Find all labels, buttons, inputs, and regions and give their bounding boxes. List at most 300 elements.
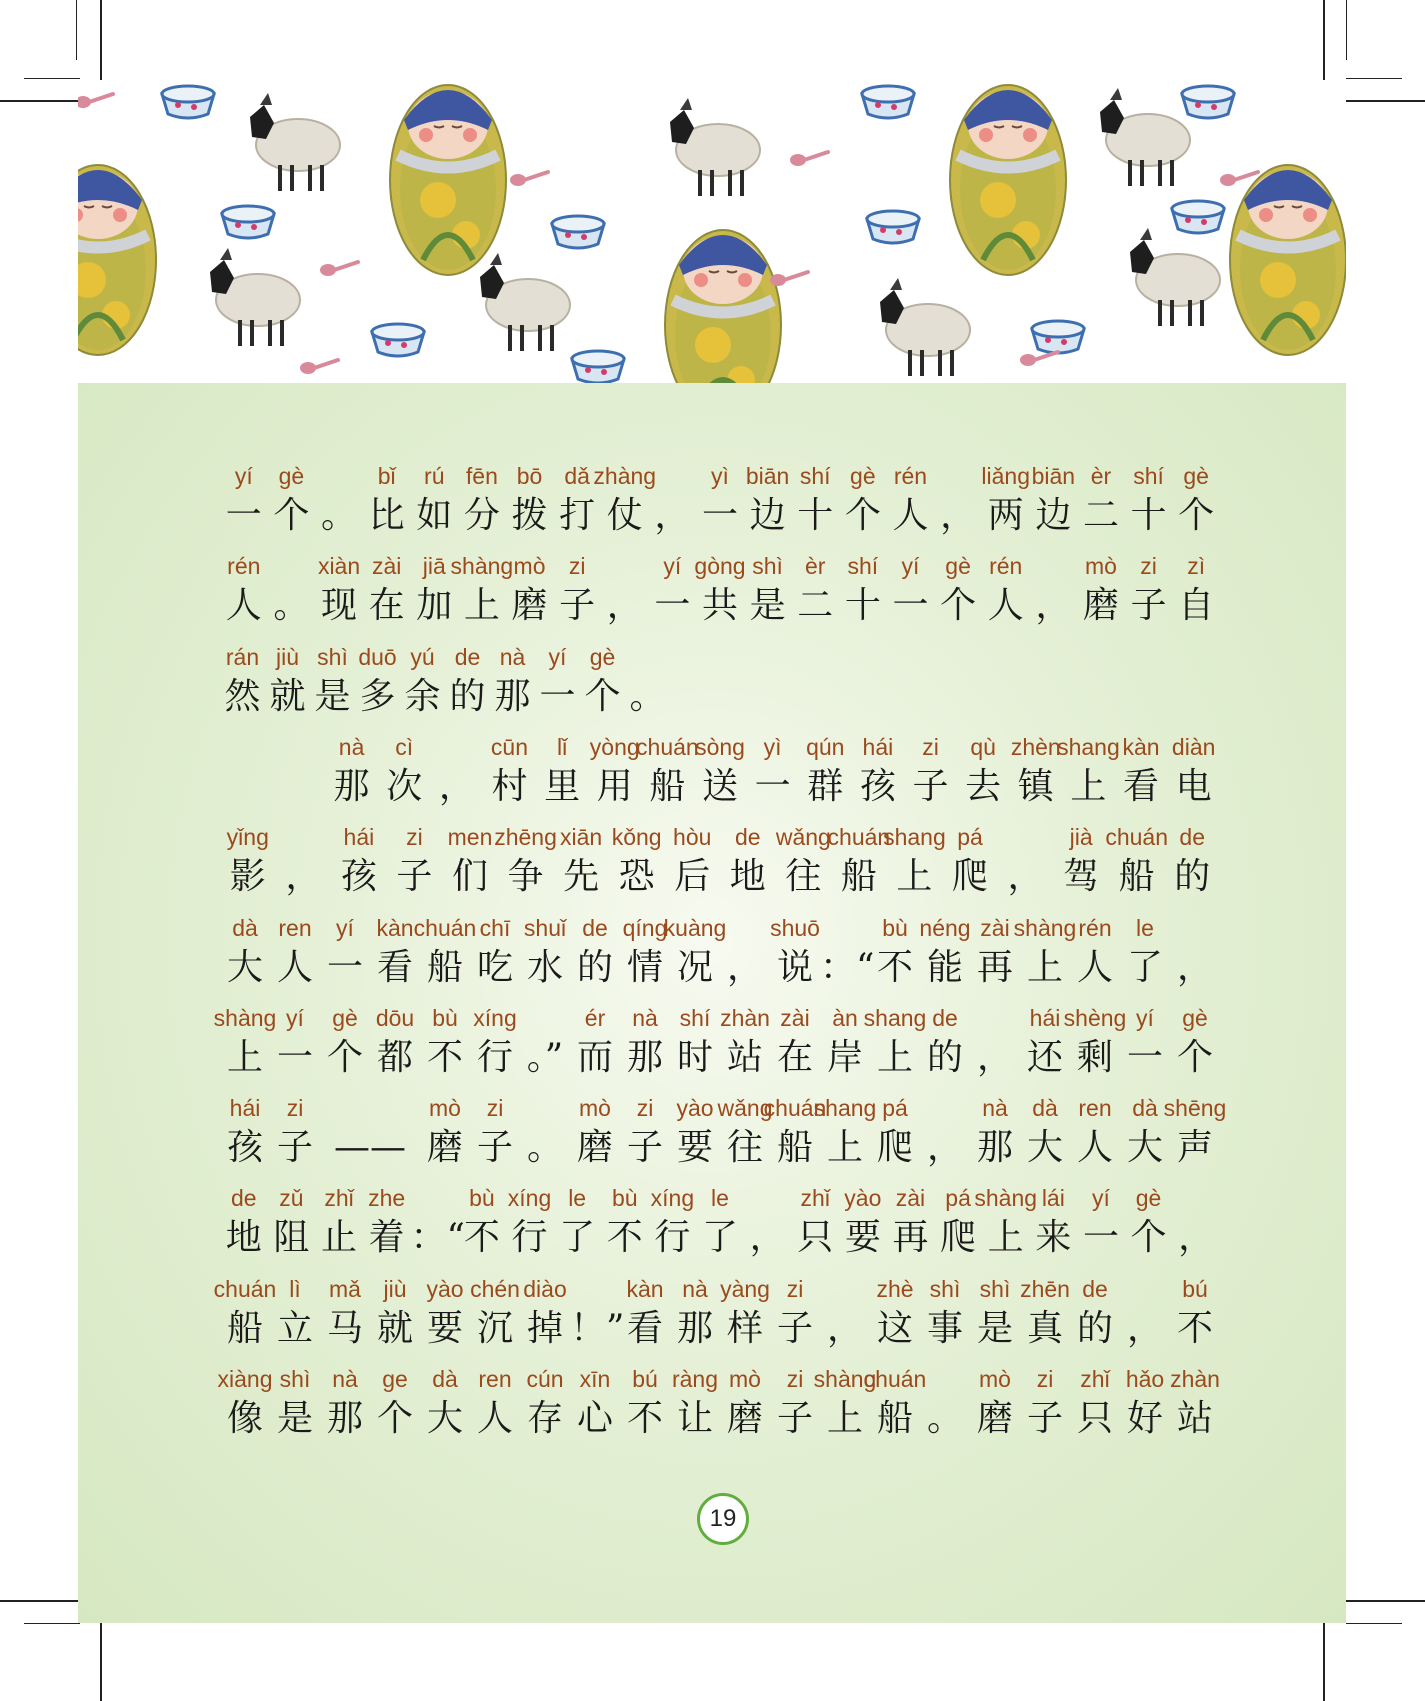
sheep-icon: [1130, 228, 1220, 326]
hanzi-char: ，: [1178, 1217, 1215, 1259]
hanzi-char: 不: [606, 1217, 643, 1259]
hanzi-char: 要: [426, 1307, 463, 1349]
hanzi-char: 子: [1130, 585, 1167, 627]
hanzi-char: 人: [476, 1398, 513, 1439]
hanzi-char: 看: [626, 1307, 663, 1349]
hanzi-char: 船: [226, 1307, 263, 1349]
hanzi-char: 是: [314, 675, 351, 717]
pinyin-syllable: gè: [945, 553, 971, 580]
hanzi-char: 不: [876, 946, 913, 988]
pinyin-syllable: hái: [1029, 1004, 1061, 1031]
pinyin-syllable: yí: [1136, 1004, 1154, 1031]
pinyin-syllable: dōu: [375, 1004, 415, 1031]
pinyin-syllable: le: [568, 1185, 587, 1212]
hanzi-char: 十: [844, 585, 881, 627]
pinyin-syllable: cún: [526, 1366, 564, 1392]
hanzi-char: 爬: [940, 1217, 977, 1259]
bowl-icon: [867, 211, 919, 243]
hanzi-char: 了: [1126, 946, 1163, 988]
pinyin-syllable: lì: [289, 1275, 301, 1302]
pinyin-syllable: xiān: [560, 824, 603, 851]
hanzi-char: 去: [965, 765, 1002, 807]
hanzi-row: [220, 943, 1220, 993]
hanzi-char: 不: [1176, 1307, 1213, 1349]
pinyin-syllable: chuán: [1105, 824, 1168, 851]
pinyin-syllable: biān: [745, 463, 790, 489]
pinyin-syllable: shí: [799, 463, 831, 489]
pinyin-row: [217, 1366, 1220, 1396]
hanzi-row: [220, 672, 1220, 722]
hanzi-row: [220, 762, 1220, 812]
hanzi-char: ，: [438, 765, 475, 807]
pinyin-syllable: shàng: [450, 553, 514, 580]
hanzi-char: 个: [273, 495, 310, 536]
pinyin-syllable: shuǐ: [523, 914, 567, 941]
hanzi-char: ，: [940, 495, 977, 536]
pinyin-row: [220, 1095, 1227, 1125]
hanzi-char: 现: [321, 585, 358, 627]
hanzi-char: 样: [726, 1307, 763, 1349]
pinyin-syllable: rén: [989, 553, 1023, 580]
bowl-icon: [1182, 86, 1234, 118]
text-line: [220, 1185, 1220, 1275]
pinyin-syllable: xīn: [579, 1366, 611, 1392]
hanzi-char: ：“: [820, 946, 875, 988]
hanzi-row: [220, 1213, 1220, 1263]
hanzi-char: 一: [654, 585, 691, 627]
pinyin-syllable: mò: [979, 1366, 1011, 1392]
pinyin-syllable: pá: [957, 824, 983, 851]
pinyin-syllable: hǎo: [1125, 1366, 1165, 1392]
pinyin-syllable: yì: [711, 463, 729, 489]
hanzi-char: ，: [285, 856, 322, 898]
pinyin-syllable: mò: [579, 1095, 611, 1122]
hanzi-char: 子: [476, 1127, 513, 1169]
crop-mark: [1346, 100, 1425, 102]
hanzi-char: 共: [701, 585, 738, 627]
pinyin-syllable: yào: [676, 1095, 714, 1122]
hanzi-char: 二: [797, 585, 834, 627]
pinyin-syllable: mò: [513, 553, 546, 580]
pinyin-syllable: xíng: [473, 1004, 517, 1031]
hanzi-char: 子: [776, 1307, 813, 1349]
hanzi-char: 立: [276, 1307, 313, 1349]
sheep-icon: [670, 98, 760, 196]
hanzi-char: ，: [1007, 856, 1044, 898]
pinyin-syllable: de: [734, 824, 761, 851]
hanzi-char: 分: [463, 495, 500, 536]
bowl-icon: [162, 86, 214, 118]
text-line: [213, 1275, 1220, 1366]
hanzi-char: 。: [926, 1398, 963, 1439]
hanzi-char: 影: [229, 856, 266, 898]
hanzi-char: 仗: [606, 495, 643, 536]
spoon-icon: [510, 172, 548, 186]
pinyin-syllable: zài: [980, 914, 1010, 941]
pinyin-syllable: mò: [729, 1366, 761, 1392]
sheep-icon: [1100, 88, 1190, 186]
pinyin-syllable: le: [1136, 914, 1154, 941]
pinyin-syllable: shí: [847, 553, 879, 580]
swaddled-baby-icon: [665, 230, 781, 383]
pinyin-syllable: zi: [636, 1095, 654, 1122]
hanzi-char: 行: [476, 1036, 513, 1078]
pinyin-syllable: rén: [1078, 914, 1112, 941]
pinyin-syllable: shang: [813, 1095, 877, 1122]
crop-mark: [1346, 78, 1402, 79]
pinyin-syllable: yào: [844, 1185, 882, 1212]
hanzi-char: 孩: [226, 1127, 263, 1169]
hanzi-char: 声: [1176, 1127, 1213, 1169]
pinyin-syllable: ren: [1078, 1095, 1112, 1122]
pinyin-syllable: kàn: [626, 1275, 664, 1302]
hanzi-char: 一: [326, 946, 363, 988]
hanzi-char: ，: [826, 1307, 863, 1349]
hanzi-char: 爬: [951, 856, 988, 898]
pinyin-syllable: chī: [479, 914, 511, 941]
hanzi-char: 边: [1035, 495, 1072, 536]
pinyin-syllable: biān: [1031, 463, 1076, 489]
pinyin-syllable: shì: [752, 553, 783, 580]
pinyin-syllable: zi: [568, 553, 586, 580]
bowl-icon: [572, 351, 624, 383]
pinyin-syllable: shàng: [213, 1004, 277, 1031]
hanzi-char: 不: [426, 1036, 463, 1078]
pinyin-syllable: shí: [1133, 463, 1164, 489]
text-line: [213, 1004, 1220, 1095]
hanzi-char: 子: [626, 1127, 663, 1169]
pinyin-syllable: yǐng: [226, 824, 269, 851]
pinyin-syllable: chuán: [827, 824, 891, 851]
pinyin-syllable: qún: [806, 733, 845, 760]
hanzi-char: ！”: [570, 1307, 625, 1349]
bowl-icon: [222, 206, 274, 238]
pinyin-syllable: yí: [286, 1004, 304, 1031]
pinyin-row: [220, 463, 1220, 493]
hanzi-char: ，: [654, 495, 691, 536]
hanzi-char: 那: [494, 675, 531, 717]
hanzi-char: 一: [225, 495, 262, 536]
hanzi-char: 里: [544, 765, 581, 807]
spoon-icon: [300, 360, 338, 374]
pinyin-syllable: hái: [862, 733, 894, 760]
pinyin-syllable: shàng: [974, 1185, 1038, 1212]
hanzi-char: 磨: [426, 1127, 463, 1169]
bowl-icon: [1172, 201, 1224, 233]
pinyin-syllable: zi: [786, 1275, 804, 1302]
spoon-icon: [320, 262, 358, 276]
hanzi-char: 来: [1035, 1217, 1072, 1259]
pinyin-syllable: yàng: [720, 1275, 770, 1302]
hanzi-char: 恐: [618, 856, 655, 898]
pinyin-syllable: zi: [922, 733, 939, 760]
hanzi-char: 了: [701, 1217, 738, 1259]
hanzi-char: 的: [1174, 856, 1211, 898]
hanzi-char: 要: [844, 1217, 881, 1259]
pinyin-syllable: fēn: [465, 463, 498, 489]
hanzi-char: 。: [273, 585, 310, 627]
pinyin-syllable: bú: [1182, 1275, 1208, 1302]
sheep-icon: [210, 248, 300, 346]
pinyin-syllable: bǐ: [377, 463, 396, 489]
pinyin-syllable: yí: [1091, 1185, 1110, 1212]
spoon-icon: [1020, 352, 1058, 366]
pinyin-syllable: èr: [805, 553, 826, 580]
hanzi-char: 大: [1126, 1127, 1163, 1169]
pinyin-syllable: sòng: [695, 733, 745, 760]
pinyin-syllable: yí: [901, 553, 920, 580]
hanzi-char: 个: [1130, 1217, 1167, 1259]
pinyin-syllable: yòng: [589, 733, 640, 760]
hanzi-char: ，: [976, 1036, 1013, 1078]
pinyin-syllable: nà: [338, 733, 365, 760]
text-line: [220, 644, 1220, 734]
hanzi-char: 人: [1076, 946, 1113, 988]
hanzi-char: 上: [1026, 946, 1063, 988]
hanzi-char: 时: [676, 1036, 713, 1078]
pinyin-syllable: zhǐ: [324, 1185, 354, 1212]
pinyin-syllable: rén: [893, 463, 928, 489]
pinyin-syllable: xiàng: [217, 1366, 273, 1392]
hanzi-char: 是: [976, 1307, 1013, 1349]
hanzi-char: 边: [749, 495, 786, 536]
hanzi-char: 人: [987, 585, 1024, 627]
hanzi-char: 个: [326, 1036, 363, 1078]
hanzi-row: [220, 1394, 1220, 1444]
hanzi-char: 情: [626, 946, 663, 988]
crop-mark: [100, 0, 102, 80]
hanzi-char: 子: [912, 765, 949, 807]
hanzi-char: 船: [1118, 856, 1155, 898]
pinyin-syllable: zi: [1140, 553, 1157, 580]
pinyin-syllable: bù: [882, 914, 908, 941]
pinyin-syllable: xíng: [507, 1185, 552, 1212]
pinyin-row: [213, 1004, 1220, 1035]
pinyin-syllable: zài: [780, 1004, 810, 1031]
pinyin-row: [220, 644, 1220, 674]
hanzi-char: 次: [386, 765, 423, 807]
text-line: [220, 1095, 1227, 1185]
pinyin-syllable: zi: [406, 824, 423, 851]
hanzi-char: 争: [507, 856, 544, 898]
hanzi-char: 不: [626, 1398, 663, 1439]
hanzi-char: 。: [526, 1127, 563, 1169]
hanzi-char: 上: [987, 1217, 1024, 1259]
pinyin-syllable: shèng: [1063, 1004, 1127, 1031]
pinyin-syllable: zi: [486, 1095, 504, 1122]
pinyin-syllable: dà: [1132, 1095, 1158, 1122]
pinyin-row: [220, 824, 1220, 854]
hanzi-char: 人: [1076, 1127, 1113, 1169]
pinyin-syllable: pá: [945, 1185, 971, 1212]
swaddled-baby-icon: [78, 165, 156, 355]
hanzi-char: 再: [976, 946, 1013, 988]
pinyin-syllable: zi: [786, 1366, 804, 1392]
hanzi-char: 说: [776, 946, 813, 988]
pinyin-syllable: kàn: [1122, 733, 1160, 760]
pinyin-syllable: nà: [682, 1275, 708, 1302]
pinyin-syllable: shì: [979, 1275, 1011, 1302]
hanzi-row: [220, 852, 1220, 902]
hanzi-char: 上: [226, 1036, 263, 1078]
pinyin-syllable: jiù: [275, 643, 300, 670]
swaddled-baby-icon: [390, 85, 506, 275]
hanzi-char: 个: [1178, 495, 1215, 536]
hanzi-char: 那: [626, 1036, 663, 1078]
pinyin-syllable: shàng: [1013, 914, 1077, 941]
pinyin-row: [213, 1275, 1220, 1306]
swaddled-baby-icon: [1230, 165, 1346, 355]
hanzi-char: 一: [701, 495, 738, 536]
pinyin-syllable: mò: [1084, 553, 1117, 580]
hanzi-char: 一: [276, 1036, 313, 1078]
hanzi-char: 十: [1130, 495, 1167, 536]
pinyin-syllable: rú: [424, 463, 445, 489]
pinyin-syllable: de: [1179, 824, 1206, 851]
pinyin-syllable: hòu: [673, 824, 712, 851]
hanzi-char: 的: [1076, 1307, 1113, 1349]
hanzi-char: 上: [896, 856, 933, 898]
bowl-icon: [1032, 321, 1084, 353]
hanzi-char: ，: [1126, 1307, 1163, 1349]
hanzi-char: 孩: [340, 856, 377, 898]
pinyin-syllable: shì: [929, 1275, 961, 1302]
hanzi-char: 行: [654, 1217, 691, 1259]
pinyin-syllable: jiù: [383, 1275, 407, 1302]
pinyin-syllable: shang: [1057, 733, 1120, 760]
text-line: [220, 824, 1220, 914]
pinyin-syllable: chuán: [763, 1095, 827, 1122]
hanzi-char: 真: [1026, 1307, 1063, 1349]
hanzi-char: 磨: [511, 585, 548, 627]
hanzi-char: 一: [754, 765, 791, 807]
pinyin-syllable: hái: [343, 824, 375, 851]
pinyin-syllable: ren: [278, 914, 312, 941]
crop-mark: [1323, 0, 1325, 80]
pinyin-syllable: yí: [234, 463, 253, 489]
text-line: [220, 463, 1220, 553]
pinyin-syllable: èr: [1090, 463, 1112, 489]
hanzi-char: 大: [226, 946, 263, 988]
hanzi-char: 打: [559, 495, 596, 536]
hanzi-char: 个: [1176, 1036, 1213, 1078]
hanzi-char: 磨: [976, 1398, 1013, 1439]
pinyin-syllable: yào: [426, 1275, 464, 1302]
hanzi-char: 这: [876, 1307, 913, 1349]
hanzi-char: 看: [1123, 765, 1160, 807]
hanzi-char: 个: [584, 675, 621, 717]
pinyin-syllable: cūn: [490, 733, 529, 760]
pinyin-syllable: mò: [429, 1095, 461, 1122]
crop-mark: [24, 1623, 80, 1624]
hanzi-char: 后: [674, 856, 711, 898]
crop-mark: [0, 100, 80, 102]
pinyin-syllable: yú: [410, 643, 435, 670]
pinyin-syllable: rán: [225, 643, 260, 670]
hanzi-char: 用: [596, 765, 633, 807]
pinyin-syllable: zhàn: [1170, 1366, 1220, 1392]
swaddled-baby-icon: [950, 85, 1066, 275]
hanzi-char: 一: [1126, 1036, 1163, 1078]
pinyin-syllable: chuán: [636, 733, 699, 760]
page-number: 19: [697, 1493, 749, 1545]
hanzi-char: 都: [376, 1036, 413, 1078]
hanzi-char: 是: [276, 1398, 313, 1439]
pinyin-syllable: yì: [763, 733, 782, 760]
hanzi-char: 那: [333, 765, 370, 807]
hanzi-char: 船: [840, 856, 877, 898]
hanzi-char: 船: [876, 1398, 913, 1439]
crop-mark: [1346, 1600, 1425, 1602]
pinyin-syllable: diàn: [1171, 733, 1216, 760]
hanzi-char: 余: [404, 675, 441, 717]
pinyin-syllable: men: [447, 824, 493, 851]
pinyin-syllable: bù: [611, 1185, 638, 1212]
pinyin-syllable: gè: [1182, 1004, 1208, 1031]
hanzi-char: 着: [368, 1217, 405, 1259]
hanzi-char: 的: [449, 675, 486, 717]
hanzi-char: 阻: [273, 1217, 310, 1259]
hanzi-char: 水: [526, 946, 563, 988]
pinyin-syllable: ge: [382, 1366, 408, 1392]
pinyin-syllable: de: [582, 914, 608, 941]
pinyin-syllable: yí: [336, 914, 354, 941]
hanzi-char: 往: [785, 856, 822, 898]
sheep-icon: [480, 253, 570, 351]
pinyin-syllable: wǎng: [717, 1095, 773, 1122]
pinyin-syllable: zhǐ: [800, 1185, 830, 1212]
hanzi-char: 子: [559, 585, 596, 627]
pinyin-row: [220, 553, 1220, 583]
pinyin-syllable: yí: [548, 643, 567, 670]
pinyin-syllable: zhàng: [593, 463, 657, 489]
hanzi-char: 们: [451, 856, 488, 898]
hanzi-char: 看: [376, 946, 413, 988]
hanzi-char: 孩: [859, 765, 896, 807]
hanzi-row: [220, 1033, 1220, 1083]
pinyin-syllable: jià: [1069, 824, 1093, 851]
hanzi-char: 加: [416, 585, 453, 627]
pinyin-syllable: zhàn: [720, 1004, 770, 1031]
pinyin-syllable: shì: [279, 1366, 311, 1392]
pinyin-syllable: bō: [516, 463, 543, 489]
hanzi-char: 上: [826, 1398, 863, 1439]
pinyin-syllable: bù: [469, 1185, 495, 1212]
hanzi-char: 吃: [476, 946, 513, 988]
hanzi-char: ，: [606, 585, 643, 627]
hanzi-char: 那: [326, 1398, 363, 1439]
spoon-icon: [790, 152, 828, 166]
pinyin-syllable: gè: [278, 463, 305, 489]
pinyin-syllable: qíng: [622, 914, 668, 941]
hanzi-char: 两: [987, 495, 1024, 536]
pinyin-syllable: shì: [317, 643, 348, 670]
hanzi-char: 大: [1026, 1127, 1063, 1169]
hanzi-char: ，: [1176, 946, 1213, 988]
pinyin-syllable: gè: [1135, 1185, 1162, 1212]
hanzi-char: 二: [1082, 495, 1119, 536]
hanzi-char: 况: [676, 946, 713, 988]
pinyin-syllable: bú: [632, 1366, 658, 1392]
hanzi-char: 群: [807, 765, 844, 807]
crop-mark: [1323, 1623, 1325, 1701]
pinyin-syllable: jiā: [422, 553, 446, 580]
pinyin-syllable: zǔ: [279, 1185, 304, 1212]
text-line: [220, 915, 1220, 1005]
pinyin-syllable: shēng: [1163, 1095, 1227, 1122]
hanzi-char: 人: [892, 495, 929, 536]
hanzi-char: 电: [1175, 765, 1212, 807]
